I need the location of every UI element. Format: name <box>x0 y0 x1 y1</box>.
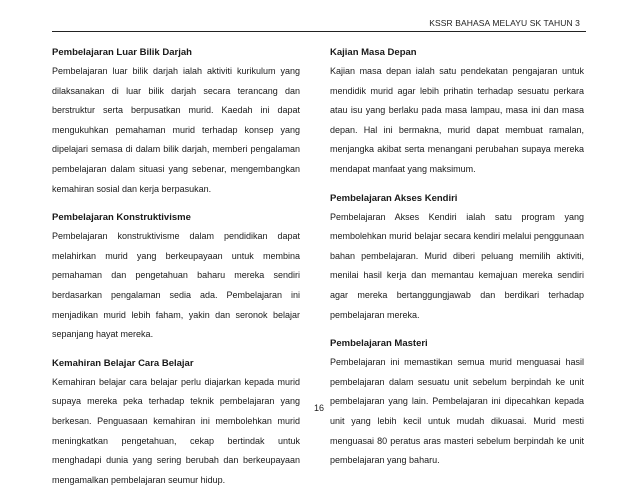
section-title: Pembelajaran Masteri <box>330 338 428 350</box>
section-kemahiran-belajar-cara-belajar <box>52 354 300 491</box>
header-divider <box>52 31 586 32</box>
section-title: Kemahiran Belajar Cara Belajar <box>52 357 194 369</box>
right-column <box>330 43 584 480</box>
section-paragraph: Kajian masa depan ialah satu pendekatan pengajaran untuk mendidik murid agar lebih prihatin terhadap sesuatu perkara atau isu yang berlaku pada masa lampau, masa ini dan masa depan. Hal ini bermakna, murid dapat membuat ramalan, menjangka akibat serta menangani perubahan supaya mereka mendapat manfaat yang maksimum. <box>330 66 584 174</box>
section-kajian-masa-depan <box>330 43 584 180</box>
section-paragraph: Pembelajaran Akses Kendiri ialah satu program yang membolehkan murid belajar secara kendiri melalui penggunaan bahan pembelajaran. Murid diberi peluang memilih aktiviti, menilai hasil kerja dan memantau kemajuan mereka sendiri agar mereka bertanggungjawab dan berdikari terhadap pembelajaran mereka. <box>330 211 584 320</box>
section-paragraph: Pembelajaran luar bilik darjah ialah aktiviti kurikulum yang dilaksanakan di luar bilik darjah secara terancang dan berstruktur serta berpusatkan murid. Kaedah ini dapat mengukuhkan pemahaman murid terhadap konsep yang dipelajari semasa di dalam bilik darjah, memberi pengalaman pembelajaran dalam situasi yang sebenar, mengembangkan kemahiran sosial dan kerja berpasukan. <box>52 66 300 194</box>
section-pembelajaran-akses-kendiri <box>330 189 584 326</box>
running-header: KSSR BAHASA MELAYU SK TAHUN 3 <box>429 18 580 28</box>
section-paragraph: Pembelajaran konstruktivisme dalam pendidikan dapat melahirkan murid yang berkeupayaan untuk membina pemahaman dan pengetahuan baharu mereka sendiri berdasarkan pengalaman sedia ada. Pembelajaran ini menjadikan murid lebih faham, yakin dan seronok belajar sepanjang hayat mereka. <box>52 231 300 340</box>
section-title: Pembelajaran Luar Bilik Darjah <box>52 47 192 58</box>
section-title: Kajian Masa Depan <box>330 47 417 58</box>
section-title: Pembelajaran Akses Kendiri <box>330 192 458 204</box>
left-column <box>52 43 300 499</box>
section-paragraph: Pembelajaran ini memastikan semua murid menguasai hasil pembelajaran dalam sesuatu unit sebelum berpindah ke unit pembelajaran yang lain. Pembelajaran ini dipecahkan kepada unit yang lebih kecil untuk mudah dikuasai. Murid mesti menguasai 80 peratus aras masteri sebelum berpindah ke unit pembelajaran yang baharu. <box>330 357 584 466</box>
section-pembelajaran-luar-bilik-darjah <box>52 43 300 199</box>
page-number: 16 <box>313 403 324 413</box>
section-title: Pembelajaran Konstruktivisme <box>52 212 191 224</box>
section-paragraph: Kemahiran belajar cara belajar perlu diajarkan kepada murid supaya mereka peka terhadap teknik pembelajaran yang berkesan. Penguasaan kemahiran ini membolehkan murid meningkatkan pengetahuan, cekap bertindak untuk menghadapi dunia yang sering berubah dan berkeupayaan mengamalkan pembelajaran seumur hidup. <box>52 376 300 485</box>
section-pembelajaran-konstruktivisme <box>52 208 300 345</box>
